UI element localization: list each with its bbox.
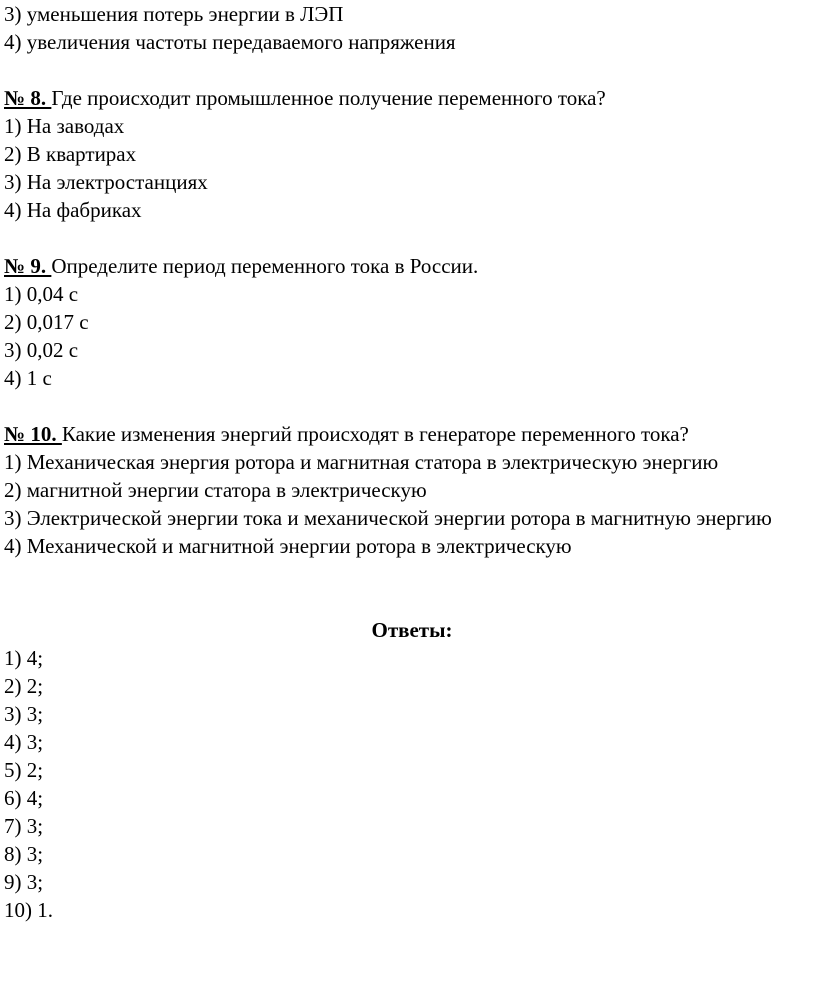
- question-number: № 10.: [4, 422, 62, 446]
- option: 3) На электростанциях: [4, 170, 208, 194]
- question-10: [4, 420, 816, 560]
- answer-item: 7) 3;: [4, 814, 44, 838]
- option: 2) магнитной энергии статора в электрическую: [4, 478, 427, 502]
- question-9: [4, 252, 816, 392]
- option: 1) На заводах: [4, 114, 125, 138]
- answer-item: 1) 4;: [4, 646, 44, 670]
- option: 2) 0,017 с: [4, 310, 89, 334]
- question-header: [4, 84, 816, 112]
- question-text: Определите период переменного тока в России.: [51, 254, 479, 278]
- option: 2) В квартирах: [4, 142, 137, 166]
- answer-item: 10) 1.: [4, 898, 53, 922]
- answer-item: 8) 3;: [4, 842, 44, 866]
- spacer: [4, 392, 816, 420]
- option: 4) Механической и магнитной энергии ротора в электрическую: [4, 534, 572, 558]
- answer-item: 4) 3;: [4, 730, 44, 754]
- option: 4) 1 с: [4, 366, 52, 390]
- answer-item: 9) 3;: [4, 870, 44, 894]
- spacer: [4, 588, 816, 616]
- answer-item: 2) 2;: [4, 674, 44, 698]
- question-text: Где происходит промышленное получение переменного тока?: [51, 86, 606, 110]
- option: 4) увеличения частоты передаваемого напряжения: [4, 30, 456, 54]
- question-header: [4, 420, 816, 448]
- answer-item: 3) 3;: [4, 702, 44, 726]
- option: 4) На фабриках: [4, 198, 142, 222]
- question-8: [4, 84, 816, 224]
- question-header: [4, 252, 816, 280]
- option: 1) Механическая энергия ротора и магнитная статора в электрическую энергию: [4, 450, 719, 474]
- spacer: [4, 56, 816, 84]
- spacer: [4, 560, 816, 588]
- answers-section: [4, 616, 816, 924]
- answer-item: 6) 4;: [4, 786, 44, 810]
- answer-item: 5) 2;: [4, 758, 44, 782]
- question-number: № 9.: [4, 254, 52, 278]
- question-number: № 8.: [4, 86, 52, 110]
- option: 3) уменьшения потерь энергии в ЛЭП: [4, 2, 344, 26]
- spacer: [4, 224, 816, 252]
- option: 3) 0,02 с: [4, 338, 79, 362]
- option: 3) Электрической энергии тока и механической энергии ротора в магнитную энергию: [4, 506, 772, 530]
- previous-question-options: [4, 0, 816, 56]
- question-text: Какие изменения энергий происходят в генераторе переменного тока?: [61, 422, 689, 446]
- answers-title: Ответы:: [371, 618, 453, 642]
- option: 1) 0,04 с: [4, 282, 79, 306]
